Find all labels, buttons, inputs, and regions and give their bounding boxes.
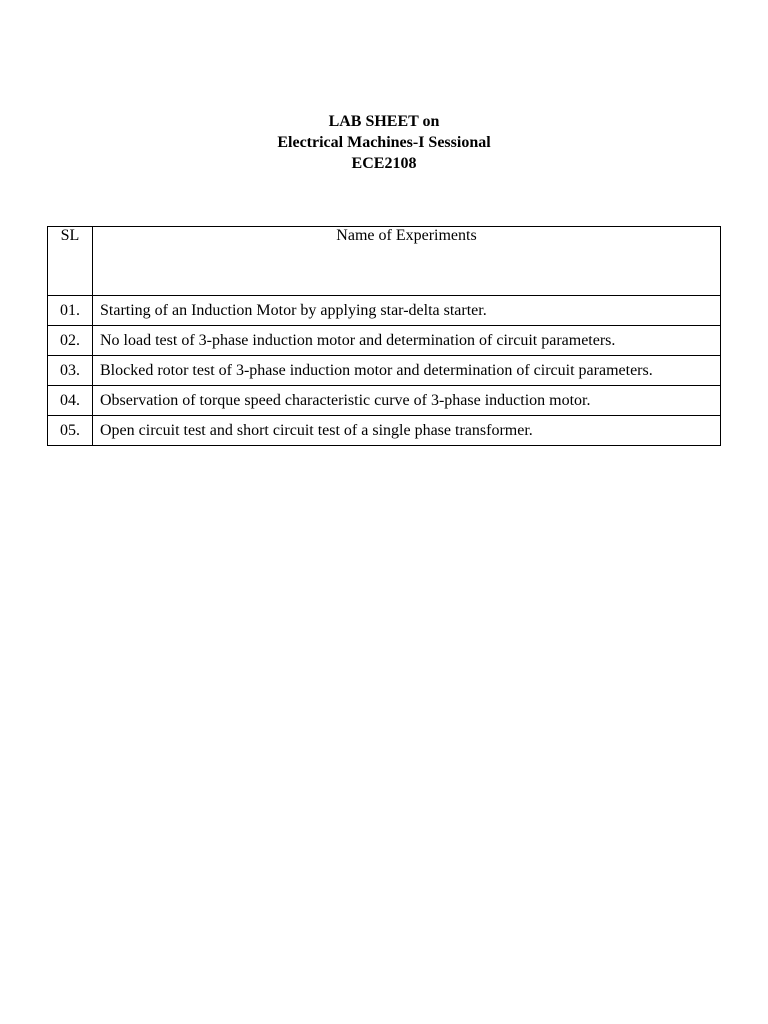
row-sl: 04. bbox=[48, 386, 93, 416]
row-experiment-name: Open circuit test and short circuit test of a single phase transformer. bbox=[93, 416, 721, 446]
row-sl: 02. bbox=[48, 326, 93, 356]
column-header-name: Name of Experiments bbox=[93, 227, 721, 296]
row-sl: 01. bbox=[48, 296, 93, 326]
row-experiment-name: Starting of an Induction Motor by applying star-delta starter. bbox=[93, 296, 721, 326]
header-title: LAB SHEET on bbox=[328, 113, 440, 130]
row-experiment-name: Observation of torque speed characteristic curve of 3-phase induction motor. bbox=[93, 386, 721, 416]
row-experiment-name: No load test of 3-phase induction motor and determination of circuit parameters. bbox=[93, 326, 721, 356]
table-row bbox=[48, 296, 721, 326]
experiments-table bbox=[47, 226, 721, 446]
table-header-row bbox=[48, 227, 721, 296]
header-course-code: ECE2108 bbox=[351, 155, 417, 172]
table-row bbox=[48, 386, 721, 416]
row-sl: 05. bbox=[48, 416, 93, 446]
column-header-sl: SL bbox=[48, 227, 93, 296]
row-sl: 03. bbox=[48, 356, 93, 386]
table-row bbox=[48, 326, 721, 356]
row-experiment-name: Blocked rotor test of 3-phase induction motor and determination of circuit parameters. bbox=[93, 356, 721, 386]
header-course-name: Electrical Machines-I Sessional bbox=[277, 134, 491, 151]
table-row bbox=[48, 356, 721, 386]
document-header bbox=[0, 111, 768, 174]
table-row bbox=[48, 416, 721, 446]
